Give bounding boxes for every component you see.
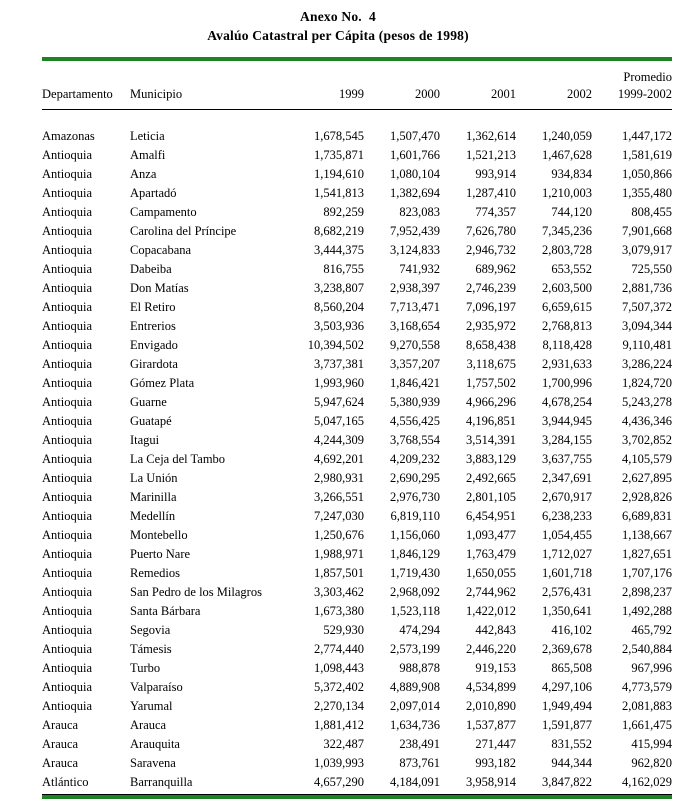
cell-2001: 4,534,899 [466, 680, 516, 694]
cell-departamento: Atlántico [42, 775, 89, 789]
page-title: Anexo No. 4 [300, 9, 376, 24]
cell-2002: 8,118,428 [542, 338, 592, 352]
cell-2000: 1,156,060 [390, 528, 440, 542]
cell-1999: 2,270,134 [314, 699, 364, 713]
cell-2002: 1,591,877 [542, 718, 592, 732]
header-row-promedio [42, 61, 672, 86]
cell-promedio: 3,079,917 [622, 243, 672, 257]
cell-2000: 741,932 [399, 262, 440, 276]
cell-2002: 1,467,628 [542, 148, 592, 162]
table-row [42, 298, 672, 317]
table-row [42, 735, 672, 754]
cell-promedio: 6,689,831 [622, 509, 672, 523]
table-body [42, 110, 672, 795]
cell-2002: 2,670,917 [542, 490, 592, 504]
cell-2000: 6,819,110 [390, 509, 440, 523]
cell-municipio: Arauca [130, 718, 167, 732]
cell-promedio: 962,820 [631, 756, 672, 770]
cell-2002: 416,102 [551, 623, 592, 637]
cell-departamento: Antioquia [42, 243, 92, 257]
cell-promedio: 5,243,278 [622, 395, 672, 409]
cell-promedio: 2,881,736 [622, 281, 672, 295]
cell-municipio: Yarumal [130, 699, 173, 713]
cell-1999: 4,657,290 [314, 775, 364, 789]
cell-2001: 2,744,962 [466, 585, 516, 599]
cell-promedio: 1,827,651 [622, 547, 672, 561]
cell-municipio: Guarne [130, 395, 167, 409]
cell-municipio: Amalfi [130, 148, 166, 162]
header-departamento: Departamento [42, 86, 130, 110]
table-row [42, 545, 672, 564]
cell-2002: 2,768,813 [542, 319, 592, 333]
cell-departamento: Antioquia [42, 262, 92, 276]
table-row [42, 374, 672, 393]
cell-2002: 1,949,494 [542, 699, 592, 713]
cell-2001: 3,883,129 [466, 452, 516, 466]
cell-2000: 474,294 [399, 623, 440, 637]
cell-promedio: 2,898,237 [622, 585, 672, 599]
table-row [42, 659, 672, 678]
cell-municipio: La Ceja del Tambo [130, 452, 226, 466]
cell-1999: 529,930 [323, 623, 364, 637]
cell-2000: 4,889,908 [390, 680, 440, 694]
cell-1999: 4,244,309 [314, 433, 364, 447]
cell-2000: 238,491 [399, 737, 440, 751]
cell-2001: 2,946,732 [466, 243, 516, 257]
cell-1999: 7,247,030 [314, 509, 364, 523]
cell-2000: 2,938,397 [390, 281, 440, 295]
table-row [42, 393, 672, 412]
cell-1999: 892,259 [323, 205, 364, 219]
cell-2001: 1,093,477 [466, 528, 516, 542]
header-municipio: Municipio [130, 86, 288, 110]
cell-2002: 4,297,106 [542, 680, 592, 694]
table-row [42, 222, 672, 241]
table-row [42, 260, 672, 279]
cell-municipio: La Unión [130, 471, 178, 485]
cell-2001: 993,182 [475, 756, 516, 770]
cell-2000: 4,209,232 [390, 452, 440, 466]
cell-promedio: 725,550 [631, 262, 672, 276]
cell-municipio: Marinilla [130, 490, 177, 504]
avaluo-table [42, 61, 672, 795]
cell-municipio: Guatapé [130, 414, 172, 428]
cell-2001: 442,843 [475, 623, 516, 637]
cell-2001: 3,958,914 [466, 775, 516, 789]
cell-2000: 7,952,439 [390, 224, 440, 238]
cell-departamento: Antioquia [42, 376, 92, 390]
cell-municipio: Dabeiba [130, 262, 172, 276]
page-subtitle: Avalúo Catastral per Cápita (pesos de 1998) [207, 28, 469, 43]
cell-1999: 10,394,502 [307, 338, 364, 352]
cell-promedio: 415,994 [631, 737, 672, 751]
table-row [42, 110, 672, 147]
cell-departamento: Antioquia [42, 414, 92, 428]
cell-departamento: Arauca [42, 737, 79, 751]
cell-municipio: Valparaíso [130, 680, 183, 694]
cell-2001: 3,514,391 [466, 433, 516, 447]
cell-2000: 1,601,766 [390, 148, 440, 162]
table-row [42, 754, 672, 773]
cell-2001: 689,962 [475, 262, 516, 276]
cell-2002: 3,637,755 [542, 452, 592, 466]
cell-1999: 1,993,960 [314, 376, 364, 390]
cell-departamento: Antioquia [42, 528, 92, 542]
cell-promedio: 1,707,176 [622, 566, 672, 580]
cell-promedio: 1,581,619 [622, 148, 672, 162]
cell-1999: 1,881,412 [314, 718, 364, 732]
cell-2002: 2,576,431 [542, 585, 592, 599]
table-row [42, 507, 672, 526]
table-row [42, 640, 672, 659]
cell-2000: 7,713,471 [390, 300, 440, 314]
cell-2001: 7,626,780 [466, 224, 516, 238]
cell-2002: 1,054,455 [542, 528, 592, 542]
cell-promedio: 1,661,475 [622, 718, 672, 732]
cell-2001: 1,521,213 [466, 148, 516, 162]
cell-1999: 4,692,201 [314, 452, 364, 466]
cell-2001: 2,801,105 [466, 490, 516, 504]
cell-2002: 1,712,027 [542, 547, 592, 561]
cell-2001: 1,537,877 [466, 718, 516, 732]
cell-municipio: Turbo [130, 661, 161, 675]
header-spacer [42, 61, 592, 86]
cell-1999: 1,678,545 [314, 129, 364, 143]
cell-2002: 934,834 [551, 167, 592, 181]
cell-municipio: Remedios [130, 566, 180, 580]
cell-1999: 3,444,375 [314, 243, 364, 257]
cell-departamento: Antioquia [42, 281, 92, 295]
cell-2002: 1,601,718 [542, 566, 592, 580]
cell-promedio: 2,928,826 [622, 490, 672, 504]
cell-departamento: Antioquia [42, 604, 92, 618]
cell-departamento: Antioquia [42, 680, 92, 694]
cell-2000: 1,382,694 [390, 186, 440, 200]
cell-municipio: Gómez Plata [130, 376, 195, 390]
table-row [42, 583, 672, 602]
cell-1999: 1,988,971 [314, 547, 364, 561]
cell-departamento: Antioquia [42, 471, 92, 485]
cell-departamento: Antioquia [42, 642, 92, 656]
cell-1999: 2,980,931 [314, 471, 364, 485]
table-row [42, 697, 672, 716]
cell-2000: 2,976,730 [390, 490, 440, 504]
table-row [42, 678, 672, 697]
table-row [42, 621, 672, 640]
cell-promedio: 1,492,288 [622, 604, 672, 618]
cell-departamento: Antioquia [42, 167, 92, 181]
cell-2002: 2,803,728 [542, 243, 592, 257]
cell-1999: 1,098,443 [314, 661, 364, 675]
cell-departamento: Antioquia [42, 661, 92, 675]
cell-municipio: Barranquilla [130, 775, 193, 789]
cell-departamento: Antioquia [42, 357, 92, 371]
cell-municipio: Anza [130, 167, 157, 181]
cell-2000: 3,168,654 [390, 319, 440, 333]
table-row [42, 279, 672, 298]
cell-departamento: Antioquia [42, 623, 92, 637]
cell-2002: 4,678,254 [542, 395, 592, 409]
cell-municipio: Copacabana [130, 243, 192, 257]
cell-2002: 3,847,822 [542, 775, 592, 789]
table-row [42, 488, 672, 507]
cell-2002: 2,931,633 [542, 357, 592, 371]
cell-departamento: Antioquia [42, 490, 92, 504]
cell-2002: 7,345,236 [542, 224, 592, 238]
cell-promedio: 465,792 [631, 623, 672, 637]
cell-promedio: 2,540,884 [622, 642, 672, 656]
cell-2001: 1,763,479 [466, 547, 516, 561]
cell-promedio: 3,094,344 [622, 319, 672, 333]
table-row [42, 602, 672, 621]
cell-2000: 2,097,014 [390, 699, 440, 713]
cell-2001: 1,422,012 [466, 604, 516, 618]
cell-2002: 2,369,678 [542, 642, 592, 656]
cell-departamento: Antioquia [42, 509, 92, 523]
table-row [42, 165, 672, 184]
cell-municipio: Santa Bárbara [130, 604, 201, 618]
cell-municipio: El Retiro [130, 300, 176, 314]
table-row [42, 716, 672, 735]
cell-departamento: Antioquia [42, 319, 92, 333]
cell-2000: 2,690,295 [390, 471, 440, 485]
cell-promedio: 2,627,895 [622, 471, 672, 485]
cell-1999: 3,266,551 [314, 490, 364, 504]
cell-promedio: 4,773,579 [622, 680, 672, 694]
cell-promedio: 1,050,866 [622, 167, 672, 181]
cell-2000: 3,357,207 [390, 357, 440, 371]
cell-departamento: Antioquia [42, 547, 92, 561]
cell-1999: 1,857,501 [314, 566, 364, 580]
cell-2000: 988,878 [399, 661, 440, 675]
cell-2002: 6,659,615 [542, 300, 592, 314]
cell-2002: 744,120 [551, 205, 592, 219]
header-year-1999: 1999 [288, 86, 364, 110]
cell-departamento: Antioquia [42, 452, 92, 466]
cell-1999: 5,047,165 [314, 414, 364, 428]
cell-departamento: Arauca [42, 718, 79, 732]
cell-2001: 993,914 [475, 167, 516, 181]
cell-2000: 4,556,425 [390, 414, 440, 428]
table-row [42, 431, 672, 450]
cell-2002: 3,284,155 [542, 433, 592, 447]
cell-1999: 3,737,381 [314, 357, 364, 371]
cell-departamento: Antioquia [42, 148, 92, 162]
cell-2001: 4,966,296 [466, 395, 516, 409]
cell-2000: 1,523,118 [390, 604, 440, 618]
cell-promedio: 1,447,172 [622, 129, 672, 143]
cell-departamento: Antioquia [42, 186, 92, 200]
cell-1999: 1,735,871 [314, 148, 364, 162]
cell-2000: 1,634,736 [390, 718, 440, 732]
cell-2000: 1,846,421 [390, 376, 440, 390]
cell-departamento: Antioquia [42, 224, 92, 238]
cell-2002: 1,210,003 [542, 186, 592, 200]
table-row [42, 450, 672, 469]
cell-2002: 2,347,691 [542, 471, 592, 485]
cell-promedio: 2,081,883 [622, 699, 672, 713]
cell-promedio: 1,355,480 [622, 186, 672, 200]
cell-2000: 5,380,939 [390, 395, 440, 409]
cell-2000: 4,184,091 [390, 775, 440, 789]
cell-municipio: Don Matías [130, 281, 189, 295]
cell-municipio: Carolina del Príncipe [130, 224, 237, 238]
cell-1999: 1,541,813 [314, 186, 364, 200]
cell-1999: 3,238,807 [314, 281, 364, 295]
cell-2002: 1,240,059 [542, 129, 592, 143]
cell-municipio: Arauquita [130, 737, 180, 751]
cell-2002: 3,944,945 [542, 414, 592, 428]
cell-promedio: 1,824,720 [622, 376, 672, 390]
header-promedio-line1: Promedio [623, 70, 672, 84]
cell-departamento: Antioquia [42, 338, 92, 352]
cell-departamento: Antioquia [42, 566, 92, 580]
cell-2000: 2,573,199 [390, 642, 440, 656]
cell-promedio: 3,702,852 [622, 433, 672, 447]
cell-departamento: Antioquia [42, 699, 92, 713]
cell-2001: 1,650,055 [466, 566, 516, 580]
table-row [42, 773, 672, 795]
cell-promedio: 4,436,346 [622, 414, 672, 428]
cell-2001: 2,935,972 [466, 319, 516, 333]
cell-2001: 6,454,951 [466, 509, 516, 523]
cell-municipio: Envigado [130, 338, 178, 352]
cell-1999: 8,560,204 [314, 300, 364, 314]
cell-1999: 816,755 [323, 262, 364, 276]
table-row [42, 203, 672, 222]
cell-2000: 823,083 [399, 205, 440, 219]
cell-1999: 2,774,440 [314, 642, 364, 656]
cell-2001: 1,287,410 [466, 186, 516, 200]
cell-2000: 2,968,092 [390, 585, 440, 599]
table-row [42, 146, 672, 165]
cell-municipio: Campamento [130, 205, 197, 219]
cell-2001: 1,757,502 [466, 376, 516, 390]
cell-2000: 1,507,470 [390, 129, 440, 143]
cell-promedio: 9,110,481 [622, 338, 672, 352]
cell-2001: 7,096,197 [466, 300, 516, 314]
cell-promedio: 967,996 [631, 661, 672, 675]
cell-2002: 1,350,641 [542, 604, 592, 618]
cell-2000: 1,080,104 [390, 167, 440, 181]
table-row [42, 355, 672, 374]
cell-1999: 5,947,624 [314, 395, 364, 409]
cell-1999: 5,372,402 [314, 680, 364, 694]
cell-1999: 322,487 [323, 737, 364, 751]
cell-promedio: 7,901,668 [622, 224, 672, 238]
avaluo-table-wrap [42, 57, 672, 799]
cell-departamento: Antioquia [42, 205, 92, 219]
table-row [42, 469, 672, 488]
cell-2001: 4,196,851 [466, 414, 516, 428]
cell-promedio: 4,162,029 [622, 775, 672, 789]
cell-departamento: Arauca [42, 756, 79, 770]
cell-2002: 944,344 [551, 756, 592, 770]
cell-promedio: 4,105,579 [622, 452, 672, 466]
cell-2000: 1,846,129 [390, 547, 440, 561]
cell-1999: 3,503,936 [314, 319, 364, 333]
cell-promedio: 7,507,372 [622, 300, 672, 314]
cell-2001: 919,153 [475, 661, 516, 675]
cell-municipio: Támesis [130, 642, 172, 656]
cell-1999: 1,194,610 [314, 167, 364, 181]
cell-2001: 2,010,890 [466, 699, 516, 713]
cell-1999: 1,250,676 [314, 528, 364, 542]
cell-municipio: Itagui [130, 433, 160, 447]
cell-promedio: 3,286,224 [622, 357, 672, 371]
cell-departamento: Antioquia [42, 585, 92, 599]
header-year-2001: 2001 [440, 86, 516, 110]
cell-2000: 873,761 [399, 756, 440, 770]
header-year-2002: 2002 [516, 86, 592, 110]
cell-municipio: Segovia [130, 623, 171, 637]
cell-2002: 831,552 [551, 737, 592, 751]
cell-2001: 1,362,614 [466, 129, 516, 143]
cell-1999: 3,303,462 [314, 585, 364, 599]
cell-municipio: Saravena [130, 756, 176, 770]
table-row [42, 412, 672, 431]
cell-municipio: Girardota [130, 357, 178, 371]
cell-municipio: Leticia [130, 129, 165, 143]
cell-municipio: Medellín [130, 509, 176, 523]
table-row [42, 564, 672, 583]
cell-2000: 3,768,554 [390, 433, 440, 447]
cell-promedio: 1,138,667 [622, 528, 672, 542]
table-row [42, 526, 672, 545]
header-promedio-line2: 1999-2002 [592, 86, 672, 110]
cell-municipio: Entrerios [130, 319, 176, 333]
header-row-columns [42, 86, 672, 110]
cell-municipio: San Pedro de los Milagros [130, 585, 262, 599]
cell-2002: 653,552 [551, 262, 592, 276]
cell-departamento: Amazonas [42, 129, 95, 143]
cell-2001: 3,118,675 [466, 357, 516, 371]
cell-2001: 774,357 [475, 205, 516, 219]
cell-2002: 2,603,500 [542, 281, 592, 295]
bottom-rule-line [42, 795, 672, 799]
cell-municipio: Montebello [130, 528, 188, 542]
cell-2002: 865,508 [551, 661, 592, 675]
cell-departamento: Antioquia [42, 395, 92, 409]
cell-promedio: 808,455 [631, 205, 672, 219]
cell-2001: 8,658,438 [466, 338, 516, 352]
cell-departamento: Antioquia [42, 433, 92, 447]
cell-1999: 8,682,219 [314, 224, 364, 238]
cell-1999: 1,039,993 [314, 756, 364, 770]
cell-2001: 2,446,220 [466, 642, 516, 656]
table-row [42, 241, 672, 260]
cell-2002: 1,700,996 [542, 376, 592, 390]
cell-departamento: Antioquia [42, 300, 92, 314]
cell-2000: 9,270,558 [390, 338, 440, 352]
cell-1999: 1,673,380 [314, 604, 364, 618]
table-row [42, 317, 672, 336]
cell-municipio: Puerto Nare [130, 547, 191, 561]
cell-municipio: Apartadó [130, 186, 177, 200]
cell-2001: 2,492,665 [466, 471, 516, 485]
table-row [42, 336, 672, 355]
cell-2000: 1,719,430 [390, 566, 440, 580]
cell-2000: 3,124,833 [390, 243, 440, 257]
table-row [42, 184, 672, 203]
header-year-2000: 2000 [364, 86, 440, 110]
table-header [42, 61, 672, 110]
cell-2001: 2,746,239 [466, 281, 516, 295]
cell-2001: 271,447 [475, 737, 516, 751]
cell-2002: 6,238,233 [542, 509, 592, 523]
